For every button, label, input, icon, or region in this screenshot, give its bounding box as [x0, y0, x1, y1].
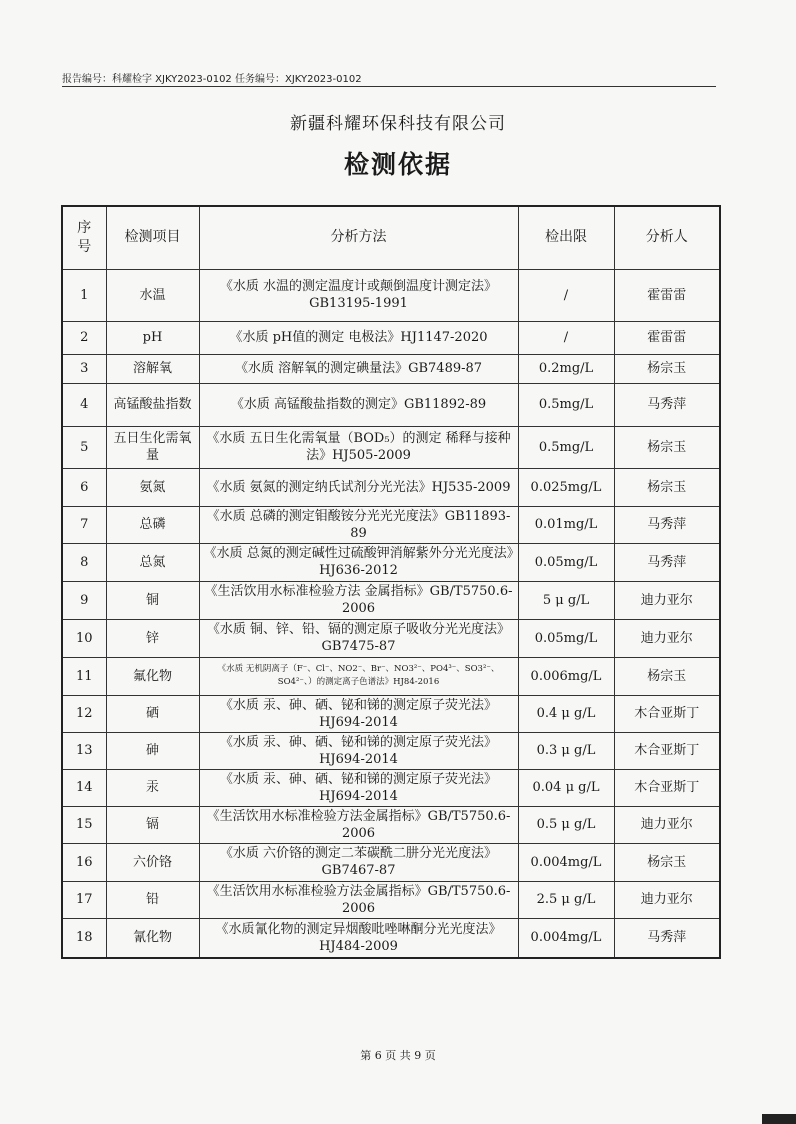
- row-detection-limit: 0.01mg/L: [518, 506, 614, 543]
- row-item: 五日生化需氧量: [106, 426, 199, 468]
- report-number-header: 报告编号：科耀检字 XJKY2023-0102 任务编号：XJKY2023-0102: [62, 74, 362, 85]
- row-method: 《生活饮用水标准检验方法金属指标》GB/T5750.6-2006: [199, 881, 518, 918]
- row-analyst: 霍雷雷: [614, 321, 720, 354]
- row-method: 《水质 水温的测定温度计或颠倒温度计测定法》GB13195-1991: [199, 269, 518, 321]
- row-analyst: 迪力亚尔: [614, 806, 720, 843]
- column-header-method: 分析方法: [199, 206, 518, 269]
- row-detection-limit: 0.04 μ g/L: [518, 769, 614, 806]
- row-item: 氰化物: [106, 918, 199, 958]
- row-item: 砷: [106, 732, 199, 769]
- table-row: [62, 543, 720, 581]
- table-row: [62, 354, 720, 383]
- row-detection-limit: /: [518, 321, 614, 354]
- row-analyst: 迪力亚尔: [614, 619, 720, 657]
- column-header-serial: 序号: [62, 206, 106, 269]
- row-item: 铜: [106, 581, 199, 619]
- row-item: 铅: [106, 881, 199, 918]
- row-method: 《水质 五日生化需氧量（BOD₅）的测定 稀释与接种法》HJ505-2009: [199, 426, 518, 468]
- table-row: [62, 383, 720, 426]
- row-item: 氨氮: [106, 468, 199, 506]
- row-analyst: 马秀萍: [614, 383, 720, 426]
- row-detection-limit: 0.004mg/L: [518, 843, 614, 881]
- row-serial: 6: [62, 468, 106, 506]
- table-row: [62, 806, 720, 843]
- row-item: 氟化物: [106, 657, 199, 695]
- row-detection-limit: 0.3 μ g/L: [518, 732, 614, 769]
- row-detection-limit: 0.05mg/L: [518, 619, 614, 657]
- row-serial: 4: [62, 383, 106, 426]
- row-analyst: 木合亚斯丁: [614, 695, 720, 732]
- row-detection-limit: 0.4 μ g/L: [518, 695, 614, 732]
- row-serial: 5: [62, 426, 106, 468]
- row-method: 《水质 汞、砷、硒、铋和锑的测定原子荧光法》HJ694-2014: [199, 769, 518, 806]
- page-footer: 第 6 页 共 9 页: [360, 1049, 436, 1062]
- header-divider: [62, 86, 716, 87]
- row-serial: 3: [62, 354, 106, 383]
- table-row: [62, 619, 720, 657]
- row-item: 汞: [106, 769, 199, 806]
- row-method: 《水质氰化物的测定异烟酸吡唑啉酮分光光度法》HJ484-2009: [199, 918, 518, 958]
- row-analyst: 迪力亚尔: [614, 581, 720, 619]
- row-serial: 2: [62, 321, 106, 354]
- row-method: 《水质 氨氮的测定纳氏试剂分光光法》HJ535-2009: [199, 468, 518, 506]
- row-serial: 13: [62, 732, 106, 769]
- row-method: 《水质 溶解氧的测定碘量法》GB7489-87: [199, 354, 518, 383]
- row-method: 《水质 pH值的测定 电极法》HJ1147-2020: [199, 321, 518, 354]
- company-name: 新疆科耀环保科技有限公司: [290, 114, 506, 134]
- row-item: 总氮: [106, 543, 199, 581]
- row-item: 六价铬: [106, 843, 199, 881]
- row-serial: 8: [62, 543, 106, 581]
- column-header-analyst: 分析人: [614, 206, 720, 269]
- row-method: 《水质 六价铬的测定二苯碳酰二肼分光光度法》GB7467-87: [199, 843, 518, 881]
- row-analyst: 杨宗玉: [614, 426, 720, 468]
- table-row: [62, 426, 720, 468]
- row-analyst: 木合亚斯丁: [614, 732, 720, 769]
- scan-edge-mark: [762, 1114, 796, 1124]
- table-row: [62, 881, 720, 918]
- row-method: 《水质 汞、砷、硒、铋和锑的测定原子荧光法》HJ694-2014: [199, 695, 518, 732]
- row-analyst: 迪力亚尔: [614, 881, 720, 918]
- table-row: [62, 321, 720, 354]
- table-row: [62, 581, 720, 619]
- row-detection-limit: 0.5mg/L: [518, 383, 614, 426]
- row-method: 《水质 总磷的测定钼酸铵分光光光度法》GB11893-89: [199, 506, 518, 543]
- row-method: 《水质 无机阴离子（F⁻、Cl⁻、NO2⁻、Br⁻、NO3²⁻、PO4³⁻、SO3²⁻、SO4²⁻、）的测定离子色谱法》HJ84-2016: [199, 657, 518, 695]
- row-detection-limit: 0.025mg/L: [518, 468, 614, 506]
- row-analyst: 霍雷雷: [614, 269, 720, 321]
- row-serial: 1: [62, 269, 106, 321]
- row-item: 硒: [106, 695, 199, 732]
- row-analyst: 马秀萍: [614, 506, 720, 543]
- row-item: 总磷: [106, 506, 199, 543]
- table-row: [62, 918, 720, 958]
- row-serial: 17: [62, 881, 106, 918]
- testing-basis-table: [61, 205, 721, 959]
- row-analyst: 马秀萍: [614, 543, 720, 581]
- row-method: 《水质 总氮的测定碱性过硫酸钾消解紫外分光光度法》HJ636-2012: [199, 543, 518, 581]
- table-row: [62, 269, 720, 321]
- row-item: 溶解氧: [106, 354, 199, 383]
- table-row: [62, 468, 720, 506]
- row-method: 《生活饮用水标准检验方法 金属指标》GB/T5750.6-2006: [199, 581, 518, 619]
- row-analyst: 杨宗玉: [614, 354, 720, 383]
- row-item: pH: [106, 321, 199, 354]
- row-detection-limit: 0.004mg/L: [518, 918, 614, 958]
- row-item: 高锰酸盐指数: [106, 383, 199, 426]
- row-analyst: 马秀萍: [614, 918, 720, 958]
- row-serial: 12: [62, 695, 106, 732]
- column-header-limit: 检出限: [518, 206, 614, 269]
- row-serial: 10: [62, 619, 106, 657]
- row-detection-limit: /: [518, 269, 614, 321]
- row-analyst: 杨宗玉: [614, 657, 720, 695]
- row-item: 锌: [106, 619, 199, 657]
- table-row: [62, 506, 720, 543]
- row-analyst: 木合亚斯丁: [614, 769, 720, 806]
- row-analyst: 杨宗玉: [614, 843, 720, 881]
- page-title: 检测依据: [343, 150, 452, 179]
- row-detection-limit: 0.2mg/L: [518, 354, 614, 383]
- column-header-item: 检测项目: [106, 206, 199, 269]
- row-detection-limit: 0.05mg/L: [518, 543, 614, 581]
- row-item: 镉: [106, 806, 199, 843]
- table-row: [62, 732, 720, 769]
- table-row: [62, 843, 720, 881]
- row-serial: 14: [62, 769, 106, 806]
- row-detection-limit: 5 μ g/L: [518, 581, 614, 619]
- row-method: 《生活饮用水标准检验方法金属指标》GB/T5750.6-2006: [199, 806, 518, 843]
- row-serial: 18: [62, 918, 106, 958]
- row-serial: 16: [62, 843, 106, 881]
- table-header-row: [62, 206, 720, 269]
- row-analyst: 杨宗玉: [614, 468, 720, 506]
- row-serial: 15: [62, 806, 106, 843]
- table-row: [62, 695, 720, 732]
- row-method: 《水质 汞、砷、硒、铋和锑的测定原子荧光法》HJ694-2014: [199, 732, 518, 769]
- row-detection-limit: 0.5 μ g/L: [518, 806, 614, 843]
- row-item: 水温: [106, 269, 199, 321]
- row-serial: 9: [62, 581, 106, 619]
- row-detection-limit: 0.5mg/L: [518, 426, 614, 468]
- row-method: 《水质 高锰酸盐指数的测定》GB11892-89: [199, 383, 518, 426]
- row-serial: 11: [62, 657, 106, 695]
- row-serial: 7: [62, 506, 106, 543]
- row-detection-limit: 2.5 μ g/L: [518, 881, 614, 918]
- row-detection-limit: 0.006mg/L: [518, 657, 614, 695]
- table-row: [62, 657, 720, 695]
- row-method: 《水质 铜、锌、铅、镉的测定原子吸收分光光度法》GB7475-87: [199, 619, 518, 657]
- table-row: [62, 769, 720, 806]
